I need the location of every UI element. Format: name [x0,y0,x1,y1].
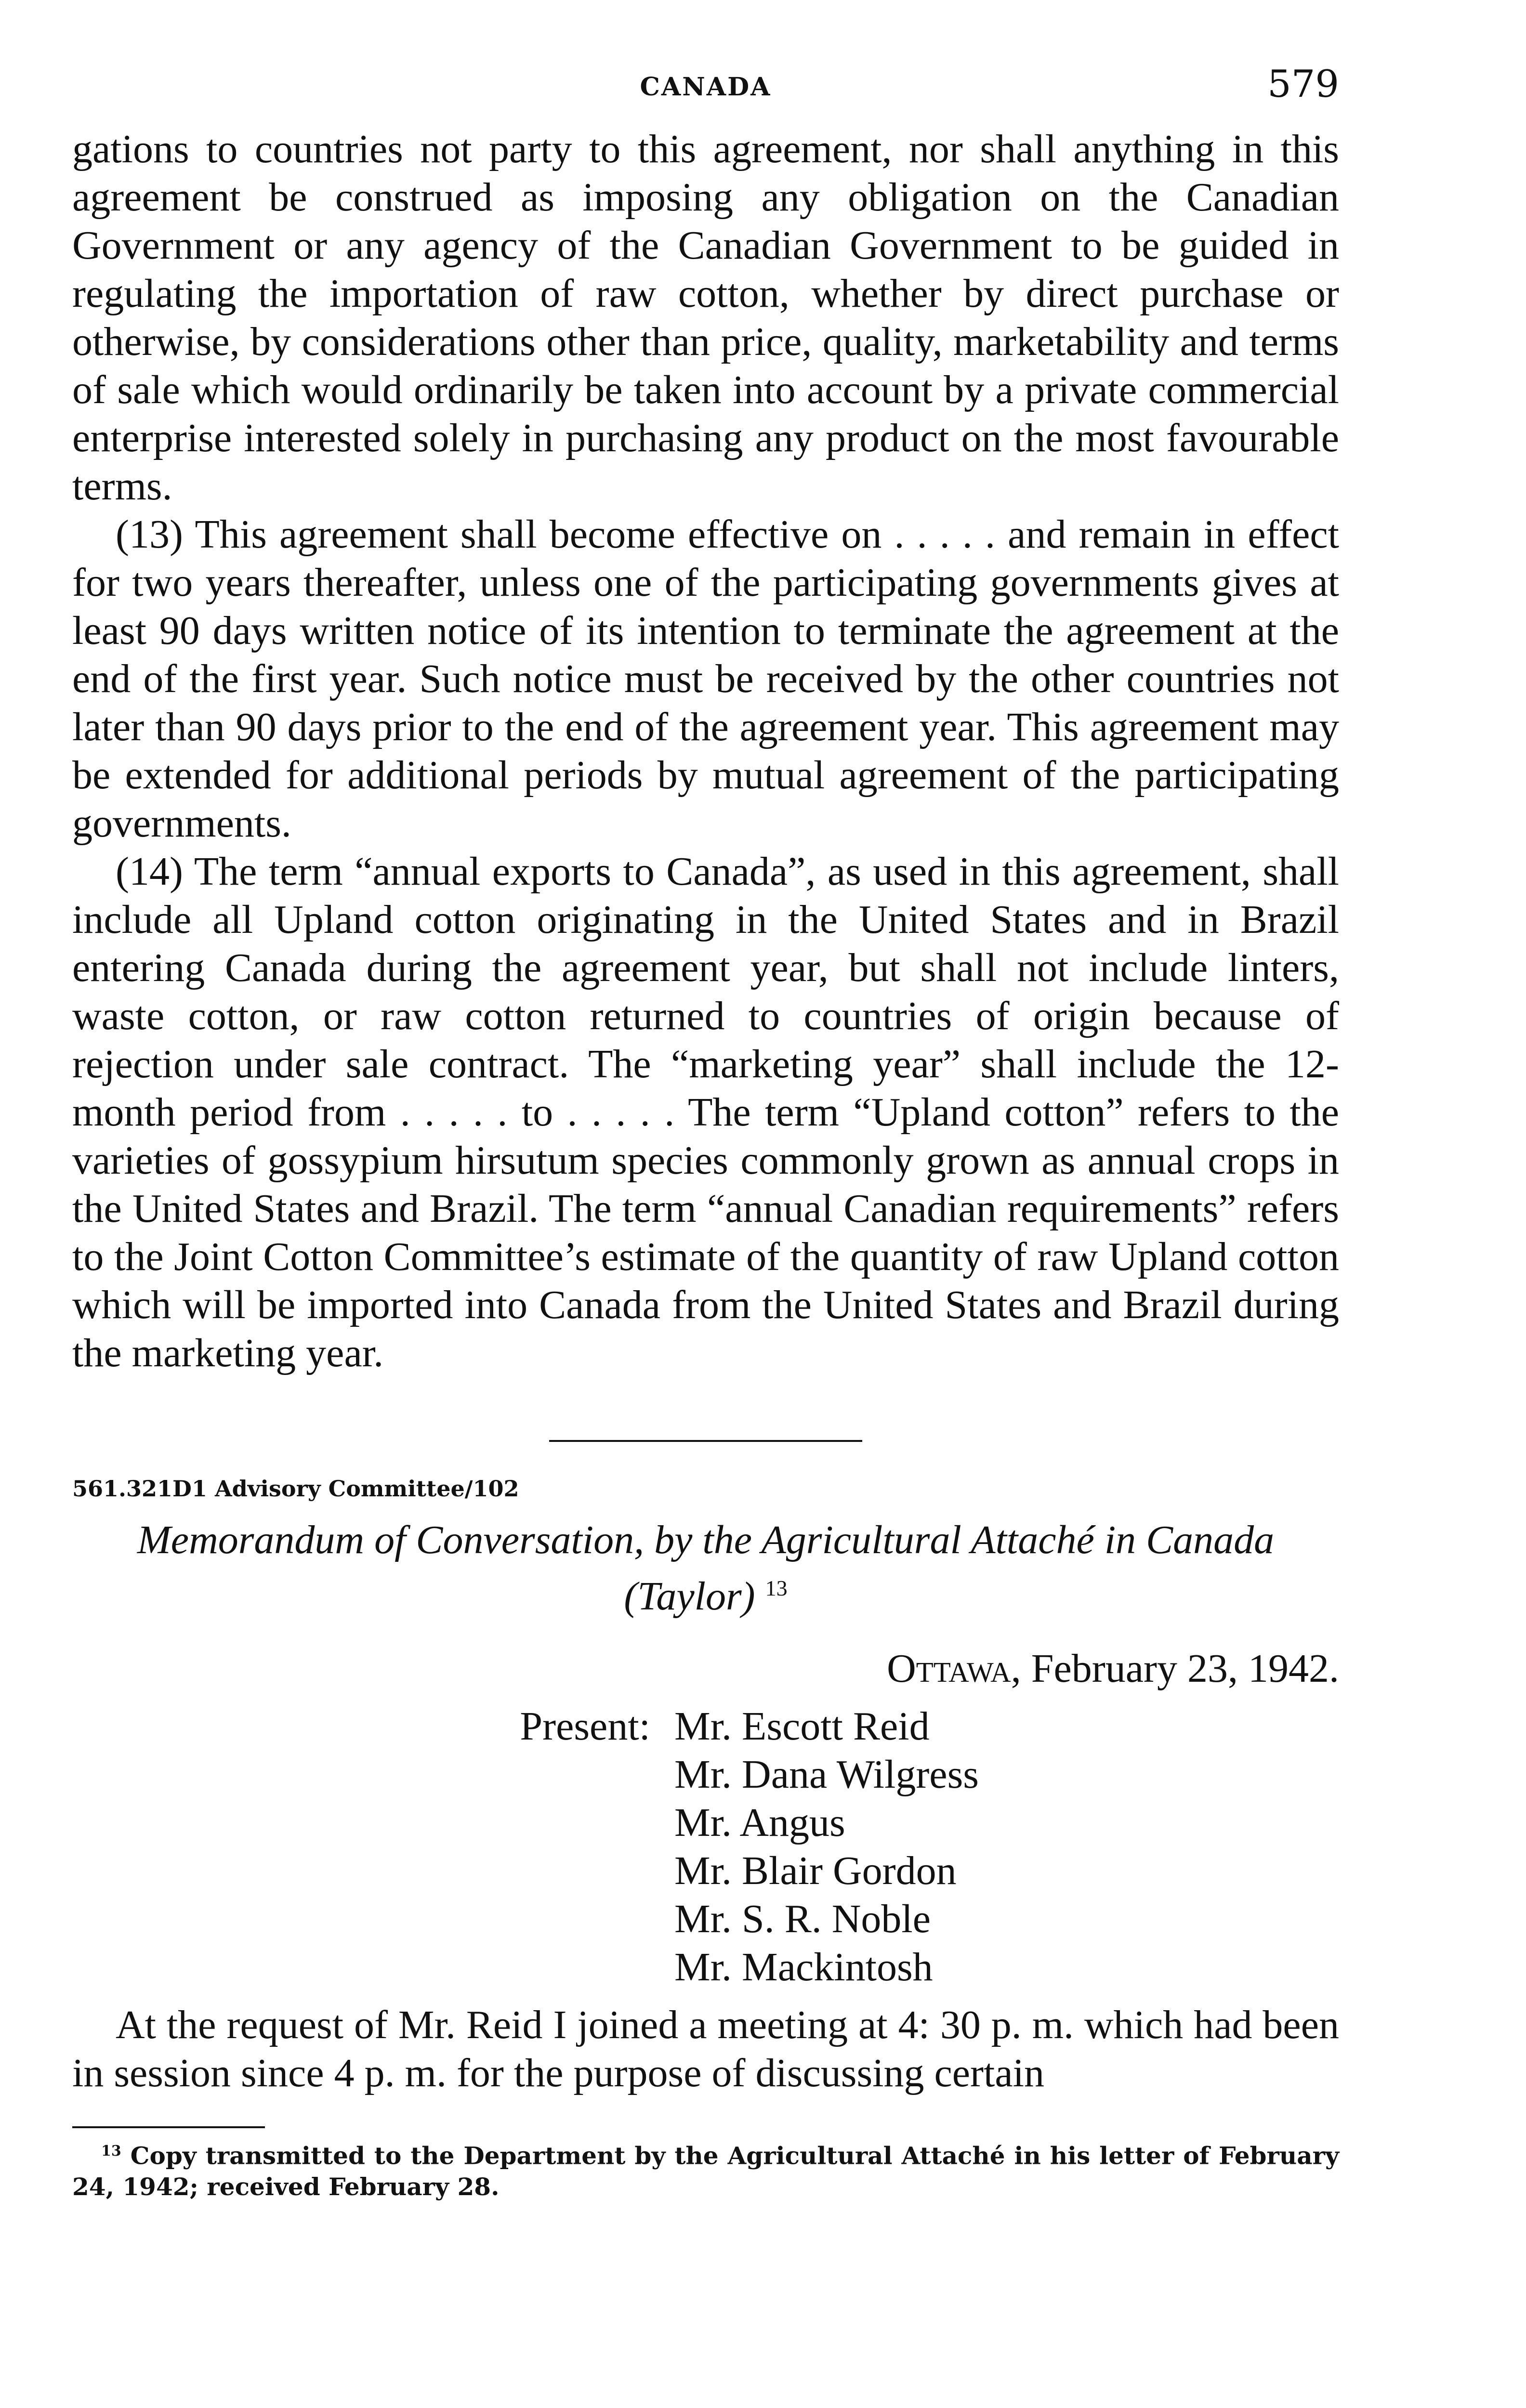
attendee: Mr. Dana Wilgress [674,1752,979,1797]
paragraph-14: (14) The term “annual exports to Canada”, as used in this agreement, shall include all Upland cotton originating in the United States and in Brazil entering Canada during the agreement year, but shall not include linters, waste cotton, or raw cotton returned to countries of origin because of rejection under sale contract. The “marketing year” shall include the 12-month period from . . . . . to . . . . . The term “Upland cotton” refers to the varieties of gossypium hirsutum species commonly grown as annual crops in the United States and Brazil. The term “annual Canadian requirements” refers to the Joint Cotton Committee’s estimate of the quantity of raw Upland cotton which will be imported into Canada from the United States and Brazil during the marketing year. [72,849,1339,1375]
file-reference: 561.321D1 Advisory Committee/102 [72,1476,519,1502]
continued-paragraph: gations to countries not party to this agreement, nor shall anything in this agreement be construed as imposing any obligation on the Canadian Government or any agency of the Canadian Government to be guided in regulating the importation of raw cotton, whether by direct purchase or otherwise, by considerations other than price, quality, marketability and terms of sale which would ordinarily be taken into account by a private commercial enterprise interested solely in purchasing any product on the most favourable terms. [72,127,1339,509]
footnote-divider [72,2126,265,2128]
attendee: Mr. S. R. Noble [674,1897,931,1941]
page-number: 579 [1267,63,1339,106]
memo-body [72,2001,1339,2097]
footnote-text: Copy transmitted to the Department by the Agricultural Attaché in his letter of February 24, 1942; received February 28. [72,2141,1339,2201]
footnote-ref: 13 [765,1576,788,1600]
section-divider [549,1440,862,1442]
attendee: Mr. Mackintosh [674,1945,933,1989]
agreement-text [72,125,1339,1377]
memo-title-text: Memorandum of Conversation, by the Agricultural Attaché in Canada (Taylor) [137,1518,1275,1619]
attendee: Mr. Angus [674,1800,845,1845]
present-label: Present: [520,1704,650,1749]
memo-paragraph: At the request of Mr. Reid I joined a meeting at 4: 30 p. m. which had been in session since 4 p. m. for the purpose of discussing certain [72,2002,1339,2095]
document-page [72,63,1339,2202]
dateline [72,1645,1339,1693]
attendee: Mr. Escott Reid [674,1704,930,1749]
paragraph-13: (13) This agreement shall become effective on . . . . . and remain in effect for two years thereafter, unless one of the participating governments gives at least 90 days written notice of its intention to terminate the agreement at the end of the first year. Such notice must be received by the other countries not later than 90 days prior to the end of the agreement year. This agreement may be extended for additional periods by mutual agreement of the participating governments. [72,512,1339,846]
running-head [72,63,1339,116]
running-title: CANADA [640,72,772,102]
memo-title [72,1516,1339,1621]
attendees-block [72,1702,1339,1991]
footnote [72,2136,1339,2202]
attendees-list [674,1702,979,1991]
footnote-marker: 13 [101,2143,121,2159]
dateline-date: , February 23, 1942. [1011,1646,1339,1691]
attendee: Mr. Blair Gordon [674,1848,957,1893]
dateline-place: Ottawa [887,1646,1011,1691]
